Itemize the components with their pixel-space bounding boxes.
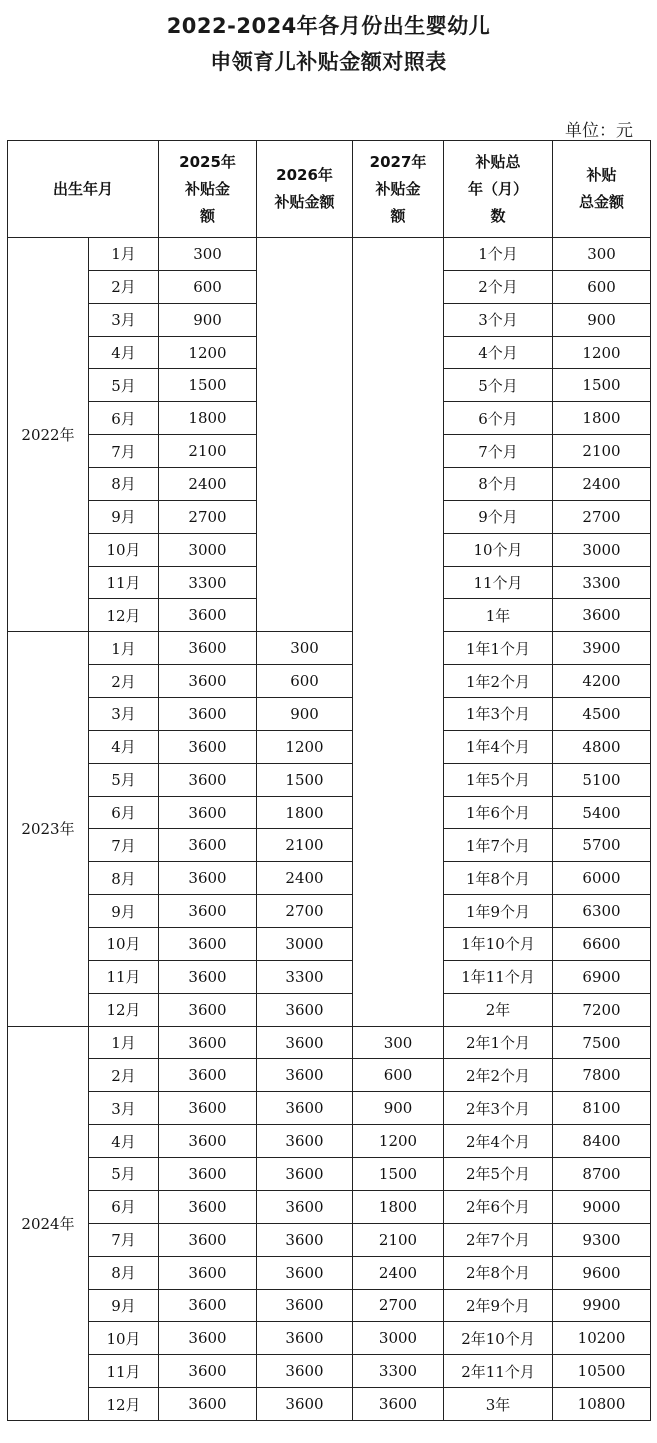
amount-2026-cell: 3600 [257,1388,353,1421]
amount-2025-cell: 1200 [159,336,257,369]
amount-2025-cell: 3600 [159,1158,257,1191]
month-cell: 1月 [89,1026,159,1059]
amount-2027-cell: 900 [353,1092,444,1125]
total-amount-cell: 2700 [553,500,651,533]
amount-2025-cell: 3600 [159,993,257,1026]
amount-2025-cell: 3600 [159,1092,257,1125]
table-body [8,238,651,1421]
month-cell: 5月 [89,763,159,796]
total-amount-cell: 7200 [553,993,651,1026]
subsidy-period-cell: 1年1个月 [444,632,553,665]
amount-2026-cell: 3600 [257,1092,353,1125]
amount-2026-cell: 3600 [257,1158,353,1191]
total-amount-cell: 600 [553,270,651,303]
amount-2026-cell: 2700 [257,895,353,928]
subsidy-period-cell: 1年4个月 [444,730,553,763]
month-cell: 3月 [89,1092,159,1125]
subsidy-period-cell: 1年2个月 [444,665,553,698]
subsidy-period-cell: 1年 [444,599,553,632]
month-cell: 5月 [89,369,159,402]
total-amount-cell: 1800 [553,402,651,435]
amount-2025-cell: 3600 [159,1289,257,1322]
amount-2026-cell: 1800 [257,796,353,829]
table-row [8,993,651,1026]
month-cell: 8月 [89,1256,159,1289]
header-subsidy-period: 补贴总 年（月） 数 [444,141,553,238]
month-cell: 9月 [89,895,159,928]
total-amount-cell: 6000 [553,862,651,895]
amount-2025-cell: 2700 [159,500,257,533]
header-row [8,141,651,238]
amount-2027-cell: 300 [353,1026,444,1059]
table-row [8,632,651,665]
total-amount-cell: 5100 [553,763,651,796]
total-amount-cell: 9600 [553,1256,651,1289]
subsidy-period-cell: 1年10个月 [444,928,553,961]
subsidy-period-cell: 1年11个月 [444,960,553,993]
amount-2026-cell: 900 [257,698,353,731]
year-cell: 2024年 [8,1026,89,1420]
year-cell: 2022年 [8,238,89,632]
amount-2026-cell: 1200 [257,730,353,763]
total-amount-cell: 3600 [553,599,651,632]
amount-2026-cell: 600 [257,665,353,698]
month-cell: 4月 [89,730,159,763]
subsidy-period-cell: 1年9个月 [444,895,553,928]
amount-2025-cell: 3600 [159,763,257,796]
subsidy-period-cell: 3年 [444,1388,553,1421]
document-title-line1: 2022-2024年各月份出生婴幼儿 [166,14,491,38]
month-cell: 10月 [89,533,159,566]
total-amount-cell: 6900 [553,960,651,993]
amount-2025-cell: 3600 [159,665,257,698]
table-row [8,238,651,271]
amount-2025-cell: 600 [159,270,257,303]
amount-2025-cell: 3600 [159,960,257,993]
amount-2025-cell: 3600 [159,796,257,829]
total-amount-cell: 5700 [553,829,651,862]
month-cell: 1月 [89,632,159,665]
total-amount-cell: 6300 [553,895,651,928]
month-cell: 8月 [89,468,159,501]
month-cell: 3月 [89,303,159,336]
table-row [8,960,651,993]
amount-2025-cell: 3600 [159,1256,257,1289]
amount-2026-cell: 3300 [257,960,353,993]
total-amount-cell: 1200 [553,336,651,369]
total-amount-cell: 7500 [553,1026,651,1059]
subsidy-period-cell: 1年8个月 [444,862,553,895]
amount-2027-cell: 1200 [353,1125,444,1158]
header-2027-amount: 2027年 补贴金 额 [353,141,444,238]
month-cell: 12月 [89,1388,159,1421]
total-amount-cell: 2100 [553,435,651,468]
month-cell: 2月 [89,1059,159,1092]
subsidy-period-cell: 2年9个月 [444,1289,553,1322]
amount-2025-cell: 3600 [159,1388,257,1421]
amount-2025-cell: 3600 [159,1059,257,1092]
table-row [8,1158,651,1191]
month-cell: 11月 [89,1355,159,1388]
total-amount-cell: 2400 [553,468,651,501]
table-row [8,928,651,961]
amount-2027-cell: 2400 [353,1256,444,1289]
subsidy-period-cell: 2个月 [444,270,553,303]
subsidy-period-cell: 2年7个月 [444,1223,553,1256]
subsidy-period-cell: 6个月 [444,402,553,435]
subsidy-period-cell: 1年7个月 [444,829,553,862]
subsidy-table [7,140,651,1421]
total-amount-cell: 900 [553,303,651,336]
table-row [8,829,651,862]
table-row [8,763,651,796]
subsidy-period-cell: 1个月 [444,238,553,271]
amount-2025-cell: 3000 [159,533,257,566]
month-cell: 7月 [89,1223,159,1256]
total-amount-cell: 4500 [553,698,651,731]
table-row [8,1223,651,1256]
total-amount-cell: 5400 [553,796,651,829]
subsidy-period-cell: 1年3个月 [444,698,553,731]
subsidy-period-cell: 3个月 [444,303,553,336]
month-cell: 7月 [89,829,159,862]
month-cell: 4月 [89,336,159,369]
amount-2027-cell: 2100 [353,1223,444,1256]
subsidy-period-cell: 2年1个月 [444,1026,553,1059]
amount-2026-cell: 1500 [257,763,353,796]
subsidy-period-cell: 2年5个月 [444,1158,553,1191]
amount-2026-cell: 3600 [257,1256,353,1289]
total-amount-cell: 9000 [553,1190,651,1223]
total-amount-cell: 10800 [553,1388,651,1421]
total-amount-cell: 3000 [553,533,651,566]
amount-2026-cell: 3600 [257,1190,353,1223]
total-amount-cell: 8400 [553,1125,651,1158]
amount-2025-cell: 1800 [159,402,257,435]
subsidy-period-cell: 2年2个月 [444,1059,553,1092]
amount-2025-cell: 900 [159,303,257,336]
amount-2025-cell: 3600 [159,1190,257,1223]
subsidy-period-cell: 7个月 [444,435,553,468]
table-row [8,895,651,928]
subsidy-period-cell: 2年11个月 [444,1355,553,1388]
month-cell: 6月 [89,796,159,829]
table-row [8,1322,651,1355]
amount-2025-cell: 3600 [159,1125,257,1158]
month-cell: 12月 [89,599,159,632]
amount-2027-cell [353,238,444,1027]
table-row [8,1026,651,1059]
header-2026-amount: 2026年 补贴金额 [257,141,353,238]
amount-2025-cell: 1500 [159,369,257,402]
amount-2027-cell: 3300 [353,1355,444,1388]
amount-2026-cell: 3600 [257,1059,353,1092]
month-cell: 6月 [89,402,159,435]
amount-2026-cell: 300 [257,632,353,665]
amount-2026-cell: 3600 [257,1289,353,1322]
amount-2025-cell: 3600 [159,632,257,665]
subsidy-period-cell: 1年5个月 [444,763,553,796]
amount-2026-cell: 3600 [257,1223,353,1256]
month-cell: 6月 [89,1190,159,1223]
total-amount-cell: 8100 [553,1092,651,1125]
subsidy-period-cell: 2年3个月 [444,1092,553,1125]
subsidy-period-cell: 1年6个月 [444,796,553,829]
amount-2025-cell: 3600 [159,829,257,862]
subsidy-period-cell: 8个月 [444,468,553,501]
month-cell: 8月 [89,862,159,895]
month-cell: 2月 [89,665,159,698]
amount-2025-cell: 3600 [159,862,257,895]
total-amount-cell: 9900 [553,1289,651,1322]
total-amount-cell: 7800 [553,1059,651,1092]
subsidy-period-cell: 2年 [444,993,553,1026]
amount-2026-cell: 3600 [257,1322,353,1355]
amount-2025-cell: 3600 [159,1355,257,1388]
unit-label: 单位：元 [565,121,633,141]
month-cell: 9月 [89,500,159,533]
table-row [8,1125,651,1158]
total-amount-cell: 8700 [553,1158,651,1191]
total-amount-cell: 1500 [553,369,651,402]
month-cell: 4月 [89,1125,159,1158]
amount-2025-cell: 300 [159,238,257,271]
total-amount-cell: 3300 [553,566,651,599]
table-row [8,1059,651,1092]
amount-2026-cell: 3600 [257,1355,353,1388]
table-row [8,862,651,895]
amount-2025-cell: 3300 [159,566,257,599]
amount-2027-cell: 1800 [353,1190,444,1223]
amount-2026-cell: 3000 [257,928,353,961]
subsidy-period-cell: 5个月 [444,369,553,402]
month-cell: 7月 [89,435,159,468]
table-row [8,1190,651,1223]
total-amount-cell: 10500 [553,1355,651,1388]
total-amount-cell: 9300 [553,1223,651,1256]
header-birth-month: 出生年月 [8,141,159,238]
subsidy-period-cell: 2年8个月 [444,1256,553,1289]
amount-2025-cell: 3600 [159,1026,257,1059]
table-row [8,1092,651,1125]
month-cell: 9月 [89,1289,159,1322]
subsidy-period-cell: 4个月 [444,336,553,369]
year-cell: 2023年 [8,632,89,1026]
amount-2025-cell: 3600 [159,895,257,928]
month-cell: 2月 [89,270,159,303]
total-amount-cell: 4200 [553,665,651,698]
amount-2026-cell: 3600 [257,1026,353,1059]
table-row [8,1289,651,1322]
amount-2025-cell: 2400 [159,468,257,501]
amount-2027-cell: 3600 [353,1388,444,1421]
month-cell: 3月 [89,698,159,731]
amount-2026-cell: 2400 [257,862,353,895]
subsidy-period-cell: 2年10个月 [444,1322,553,1355]
month-cell: 10月 [89,928,159,961]
amount-2025-cell: 3600 [159,928,257,961]
month-cell: 1月 [89,238,159,271]
amount-2027-cell: 2700 [353,1289,444,1322]
total-amount-cell: 4800 [553,730,651,763]
subsidy-period-cell: 10个月 [444,533,553,566]
subsidy-period-cell: 9个月 [444,500,553,533]
total-amount-cell: 300 [553,238,651,271]
subsidy-period-cell: 2年6个月 [444,1190,553,1223]
month-cell: 11月 [89,566,159,599]
total-amount-cell: 10200 [553,1322,651,1355]
table-row [8,665,651,698]
amount-2026-cell [257,238,353,632]
amount-2027-cell: 1500 [353,1158,444,1191]
month-cell: 5月 [89,1158,159,1191]
month-cell: 11月 [89,960,159,993]
amount-2025-cell: 2100 [159,435,257,468]
month-cell: 12月 [89,993,159,1026]
amount-2025-cell: 3600 [159,1322,257,1355]
table-row [8,796,651,829]
amount-2027-cell: 3000 [353,1322,444,1355]
amount-2026-cell: 3600 [257,993,353,1026]
total-amount-cell: 6600 [553,928,651,961]
header-total-amount: 补贴 总金额 [553,141,651,238]
total-amount-cell: 3900 [553,632,651,665]
amount-2025-cell: 3600 [159,730,257,763]
document-title-line2: 申领育儿补贴金额对照表 [210,50,447,74]
table-row [8,698,651,731]
table-row [8,730,651,763]
subsidy-period-cell: 11个月 [444,566,553,599]
table-row [8,1355,651,1388]
table-row [8,1388,651,1421]
amount-2027-cell: 600 [353,1059,444,1092]
amount-2026-cell: 2100 [257,829,353,862]
month-cell: 10月 [89,1322,159,1355]
subsidy-period-cell: 2年4个月 [444,1125,553,1158]
amount-2025-cell: 3600 [159,599,257,632]
header-2025-amount: 2025年 补贴金 额 [159,141,257,238]
table-row [8,1256,651,1289]
amount-2026-cell: 3600 [257,1125,353,1158]
amount-2025-cell: 3600 [159,1223,257,1256]
amount-2025-cell: 3600 [159,698,257,731]
